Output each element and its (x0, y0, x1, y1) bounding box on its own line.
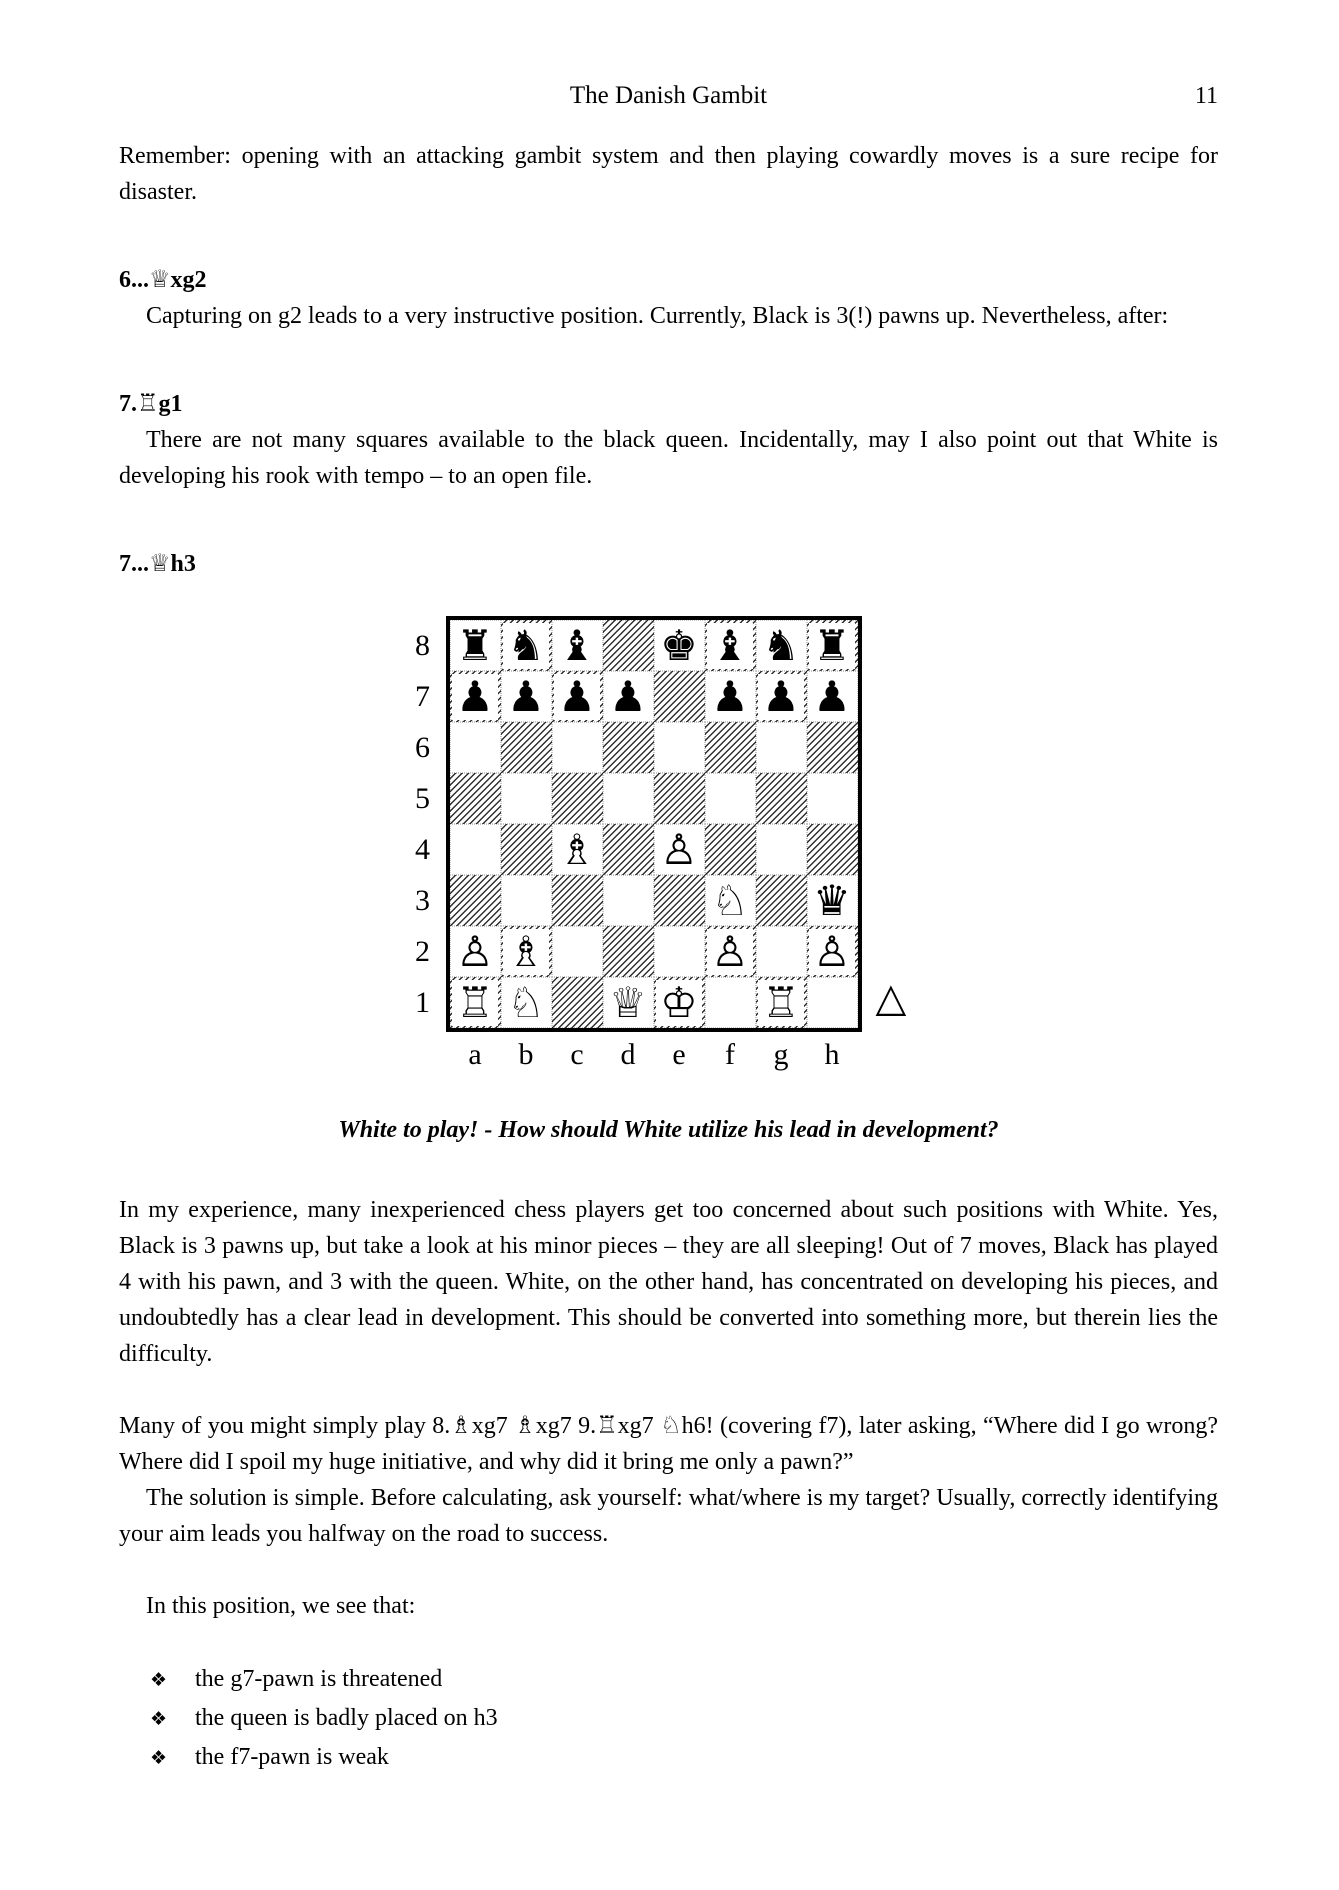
black-pawn-d7: ♟ (605, 674, 651, 720)
observations-list (119, 1660, 1218, 1777)
square-g6 (756, 722, 807, 773)
white-king-e1: ♔ (656, 980, 702, 1026)
list-item-text: the f7-pawn is weak (195, 1744, 389, 1770)
white-knight-b1: ♘ (503, 980, 549, 1026)
square-b2 (501, 926, 552, 977)
square-f6 (705, 722, 756, 773)
square-g3 (756, 875, 807, 926)
white-bishop-b2: ♗ (503, 929, 549, 975)
square-d8 (603, 620, 654, 671)
chess-board (446, 616, 862, 1032)
square-a4 (450, 824, 501, 875)
list-item (150, 1738, 1218, 1777)
square-d4 (603, 824, 654, 875)
file-label-d: d (620, 1038, 636, 1071)
black-knight-b8: ♞ (503, 623, 549, 669)
square-f4 (705, 824, 756, 875)
square-h1 (807, 977, 858, 1028)
square-a8 (450, 620, 501, 671)
rank-label-3: 3 (415, 884, 430, 917)
white-rook-g1: ♖ (758, 980, 804, 1026)
file-label-h: h (824, 1038, 840, 1071)
move-comment-6: Capturing on g2 leads to a very instructive position. Currently, Black is 3(!) pawns up. Nevertheless, after: (146, 303, 1169, 329)
square-a2 (450, 926, 501, 977)
white-pawn-a2: ♙ (452, 929, 498, 975)
file-label-e: e (672, 1038, 686, 1071)
square-e3 (654, 875, 705, 926)
diamond-bullet-icon: ❖ (150, 1747, 168, 1769)
move-heading-7-qh3: 7...♕h3 (119, 551, 196, 577)
analysis-paragraph-1: In my experience, many inexperienced chess players get too concerned about such positions with White. Yes, Black is 3 pawns up, but take a look at his minor pieces – they are all sleeping! Out of 7 moves, Black has played 4 with his pawn, and 3 with the queen. White, on the other hand, has concentrated on developing his pieces, and undoubtedly has a clear lead in development. This should be converted into something more, but therein lies the difficulty. (119, 1197, 1218, 1367)
square-b7 (501, 671, 552, 722)
square-a5 (450, 773, 501, 824)
file-label-c: c (570, 1038, 584, 1071)
square-b6 (501, 722, 552, 773)
list-item-text: the g7-pawn is threatened (195, 1666, 443, 1692)
rank-labels (400, 616, 446, 1032)
list-item-text: the queen is badly placed on h3 (195, 1705, 498, 1731)
black-pawn-a7: ♟ (452, 674, 498, 720)
square-e1 (654, 977, 705, 1028)
black-bishop-c8: ♝ (554, 623, 600, 669)
square-e8 (654, 620, 705, 671)
black-king-e8: ♚ (656, 623, 702, 669)
square-e2 (654, 926, 705, 977)
black-knight-g8: ♞ (758, 623, 804, 669)
square-a1 (450, 977, 501, 1028)
white-pawn-e4: ♙ (656, 827, 702, 873)
white-pawn-h2: ♙ (809, 929, 855, 975)
rank-label-8: 8 (415, 629, 430, 662)
white-rook-a1: ♖ (452, 980, 498, 1026)
square-c2 (552, 926, 603, 977)
square-h7 (807, 671, 858, 722)
file-label-a: a (468, 1038, 482, 1071)
white-knight-f3: ♘ (707, 878, 753, 924)
intro-paragraph: Remember: opening with an attacking gambit system and then playing cowardly moves is a sure recipe for disaster. (119, 143, 1218, 205)
square-f2 (705, 926, 756, 977)
rank-label-6: 6 (415, 731, 430, 764)
square-b1 (501, 977, 552, 1028)
page-header (119, 78, 1218, 114)
square-c4 (552, 824, 603, 875)
square-a7 (450, 671, 501, 722)
square-a3 (450, 875, 501, 926)
square-h8 (807, 620, 858, 671)
file-label-f: f (725, 1038, 735, 1071)
square-e5 (654, 773, 705, 824)
square-f1 (705, 977, 756, 1028)
square-c3 (552, 875, 603, 926)
square-c5 (552, 773, 603, 824)
square-g2 (756, 926, 807, 977)
list-intro: In this position, we see that: (146, 1593, 416, 1619)
list-item (150, 1660, 1218, 1699)
move-heading-7-rg1: 7.♖g1 (119, 391, 183, 417)
square-g4 (756, 824, 807, 875)
page-number: 11 (1194, 83, 1218, 109)
rank-label-2: 2 (415, 935, 430, 968)
square-f7 (705, 671, 756, 722)
rank-label-4: 4 (415, 833, 430, 866)
black-rook-a8: ♜ (452, 623, 498, 669)
square-b4 (501, 824, 552, 875)
square-c6 (552, 722, 603, 773)
square-h6 (807, 722, 858, 773)
square-f8 (705, 620, 756, 671)
square-g7 (756, 671, 807, 722)
move-heading-6-qxg2: 6...♕xg2 (119, 267, 207, 293)
list-item (150, 1699, 1218, 1738)
square-d6 (603, 722, 654, 773)
square-f3 (705, 875, 756, 926)
diamond-bullet-icon: ❖ (150, 1669, 168, 1691)
white-pawn-f2: ♙ (707, 929, 753, 975)
rank-label-5: 5 (415, 782, 430, 815)
file-labels (450, 1038, 938, 1072)
move-comment-7: There are not many squares available to the black queen. Incidentally, may I also point out that White is developing his rook with tempo – to an open file. (119, 427, 1218, 489)
black-pawn-c7: ♟ (554, 674, 600, 720)
square-g1 (756, 977, 807, 1028)
file-label-g: g (773, 1038, 789, 1071)
square-e7 (654, 671, 705, 722)
black-pawn-f7: ♟ (707, 674, 753, 720)
square-f5 (705, 773, 756, 824)
white-queen-d1: ♕ (605, 980, 651, 1026)
file-label-b: b (518, 1038, 534, 1071)
square-h4 (807, 824, 858, 875)
square-e4 (654, 824, 705, 875)
square-d1 (603, 977, 654, 1028)
black-rook-h8: ♜ (809, 623, 855, 669)
black-pawn-b7: ♟ (503, 674, 549, 720)
diamond-bullet-icon: ❖ (150, 1708, 168, 1730)
chess-diagram (119, 616, 1218, 1072)
analysis-paragraph-3: The solution is simple. Before calculating, ask yourself: what/where is my target? Usually, correctly identifying your aim leads you halfway on the road to success. (119, 1485, 1218, 1547)
chapter-title: The Danish Gambit (569, 82, 768, 109)
square-c7 (552, 671, 603, 722)
square-h5 (807, 773, 858, 824)
rank-label-7: 7 (415, 680, 430, 713)
white-triangle-icon: △ (875, 975, 907, 1021)
square-d3 (603, 875, 654, 926)
rank-label-1: 1 (415, 986, 430, 1019)
black-bishop-f8: ♝ (707, 623, 753, 669)
black-pawn-h7: ♟ (809, 674, 855, 720)
square-g8 (756, 620, 807, 671)
square-a6 (450, 722, 501, 773)
side-to-move-indicator (862, 616, 938, 1032)
white-bishop-c4: ♗ (554, 827, 600, 873)
black-pawn-g7: ♟ (758, 674, 804, 720)
square-c8 (552, 620, 603, 671)
square-d7 (603, 671, 654, 722)
analysis-paragraph-2: Many of you might simply play 8.♗xg7 ♗xg7 9.♖xg7 ♘h6! (covering f7), later asking, “Where did I go wrong? Where did I spoil my huge initiative, and why did it bring me only a pawn?” (119, 1413, 1218, 1475)
square-b3 (501, 875, 552, 926)
square-e6 (654, 722, 705, 773)
square-d2 (603, 926, 654, 977)
square-b5 (501, 773, 552, 824)
diagram-caption: White to play! - How should White utilize his lead in development? (338, 1117, 999, 1143)
square-g5 (756, 773, 807, 824)
square-c1 (552, 977, 603, 1028)
square-h2 (807, 926, 858, 977)
square-b8 (501, 620, 552, 671)
black-queen-h3: ♛ (809, 878, 855, 924)
square-d5 (603, 773, 654, 824)
square-h3 (807, 875, 858, 926)
